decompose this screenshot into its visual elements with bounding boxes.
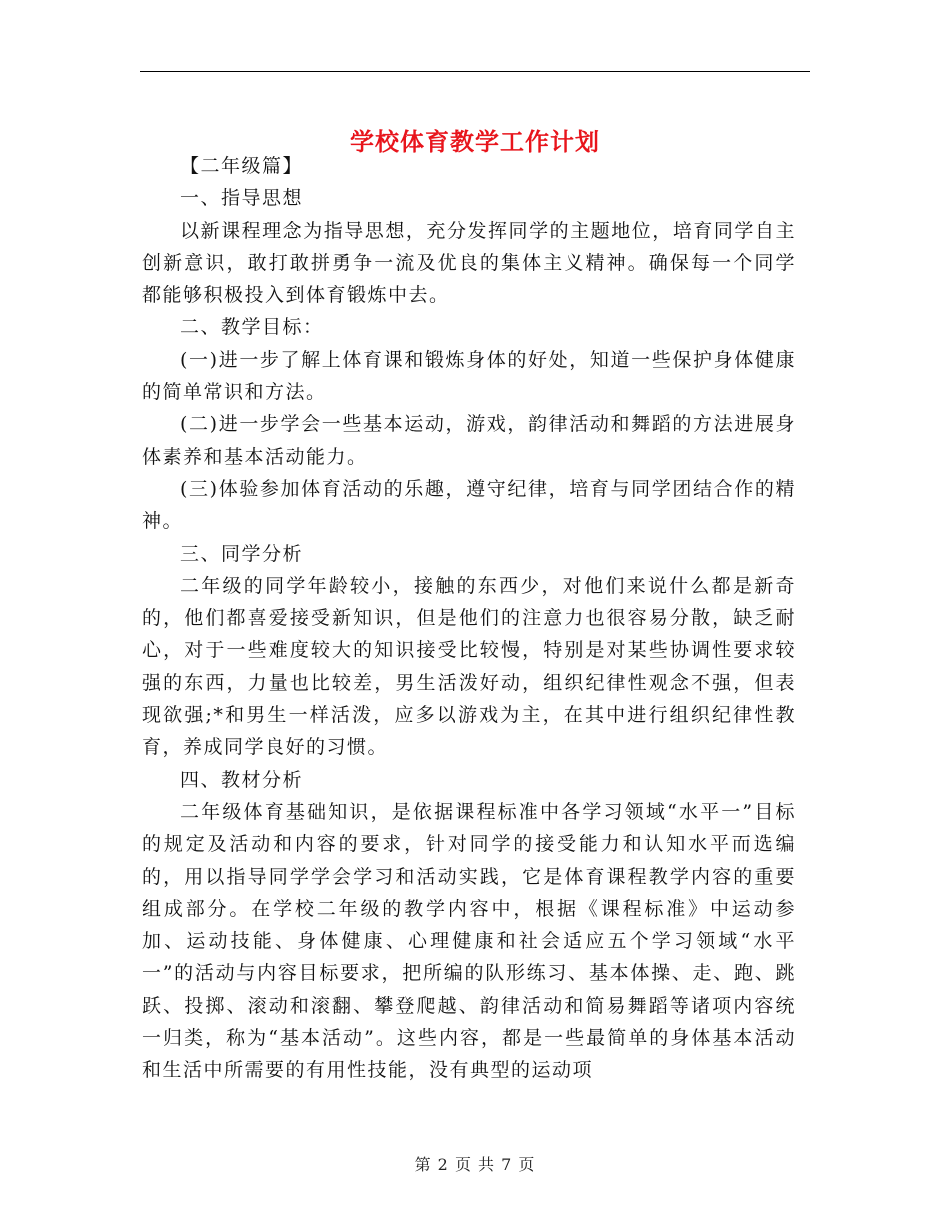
- heading-teaching-goals: 二、教学目标：: [180, 316, 324, 339]
- paragraph-student-analysis: 二年级的同学年龄较小，接触的东西少，对他们来说什么都是新奇的，他们都喜爱接受新知识，但是他们的注意力也很容易分散，缺乏耐心，对于一些难度较大的知识接受比较慢，特别是对某些协调性要求较强的东西，力量也比较差，男生活泼好动，组织纪律性观念不强，但表现欲强;*和男生一样活泼，应多以游戏为主，在其中进行组织纪律性教育，养成同学良好的习惯。: [142, 574, 796, 759]
- document-body: [142, 150, 796, 1087]
- paragraph-guiding-ideology: 以新课程理念为指导思想，充分发挥同学的主题地位，培育同学自主创新意识，敢打敢拼勇争一流及优良的集体主义精神。确保每一个同学都能够积极投入到体育锻炼中去。: [142, 219, 796, 307]
- page-number: 第 2 页 共 7 页: [414, 1155, 536, 1174]
- header-rule: [140, 71, 810, 72]
- paragraph-material-analysis: 二年级体育基础知识，是依据课程标准中各学习领域“水平一”目标的规定及活动和内容的要求，针对同学的接受能力和认知水平而选编的，用以指导同学学会学习和活动实践，它是体育课程教学内容的重要组成部分。在学校二年级的教学内容中，根据《课程标准》中运动参加、运动技能、身体健康、心理健康和社会适应五个学习领域“水平一”的活动与内容目标要求，把所编的队形练习、基本体操、走、跑、跳跃、投掷、滚动和滚翻、攀登爬越、韵律活动和简易舞蹈等诸项内容统一归类，称为“基本活动”。这些内容，都是一些最简单的身体基本活动和生活中所需要的有用性技能，没有典型的运动项: [142, 800, 796, 1082]
- paragraph-goal-1: (一)进一步了解上体育课和锻炼身体的好处，知道一些保护身体健康的简单常识和方法。: [142, 348, 796, 404]
- paragraph-goal-2: (二)进一步学会一些基本运动，游戏，韵律活动和舞蹈的方法进展身体素养和基本活动能力。: [142, 413, 796, 468]
- heading-guiding-ideology: 一、指导思想: [180, 187, 304, 210]
- heading-student-analysis: 三、同学分析: [180, 542, 304, 565]
- document-title: 学校体育教学工作计划: [350, 127, 600, 157]
- section-label: 【二年级篇】: [180, 155, 304, 177]
- paragraph-goal-3: (三)体验参加体育活动的乐趣，遵守纪律，培育与同学团结合作的精神。: [142, 477, 796, 533]
- heading-material-analysis: 四、教材分析: [180, 768, 304, 791]
